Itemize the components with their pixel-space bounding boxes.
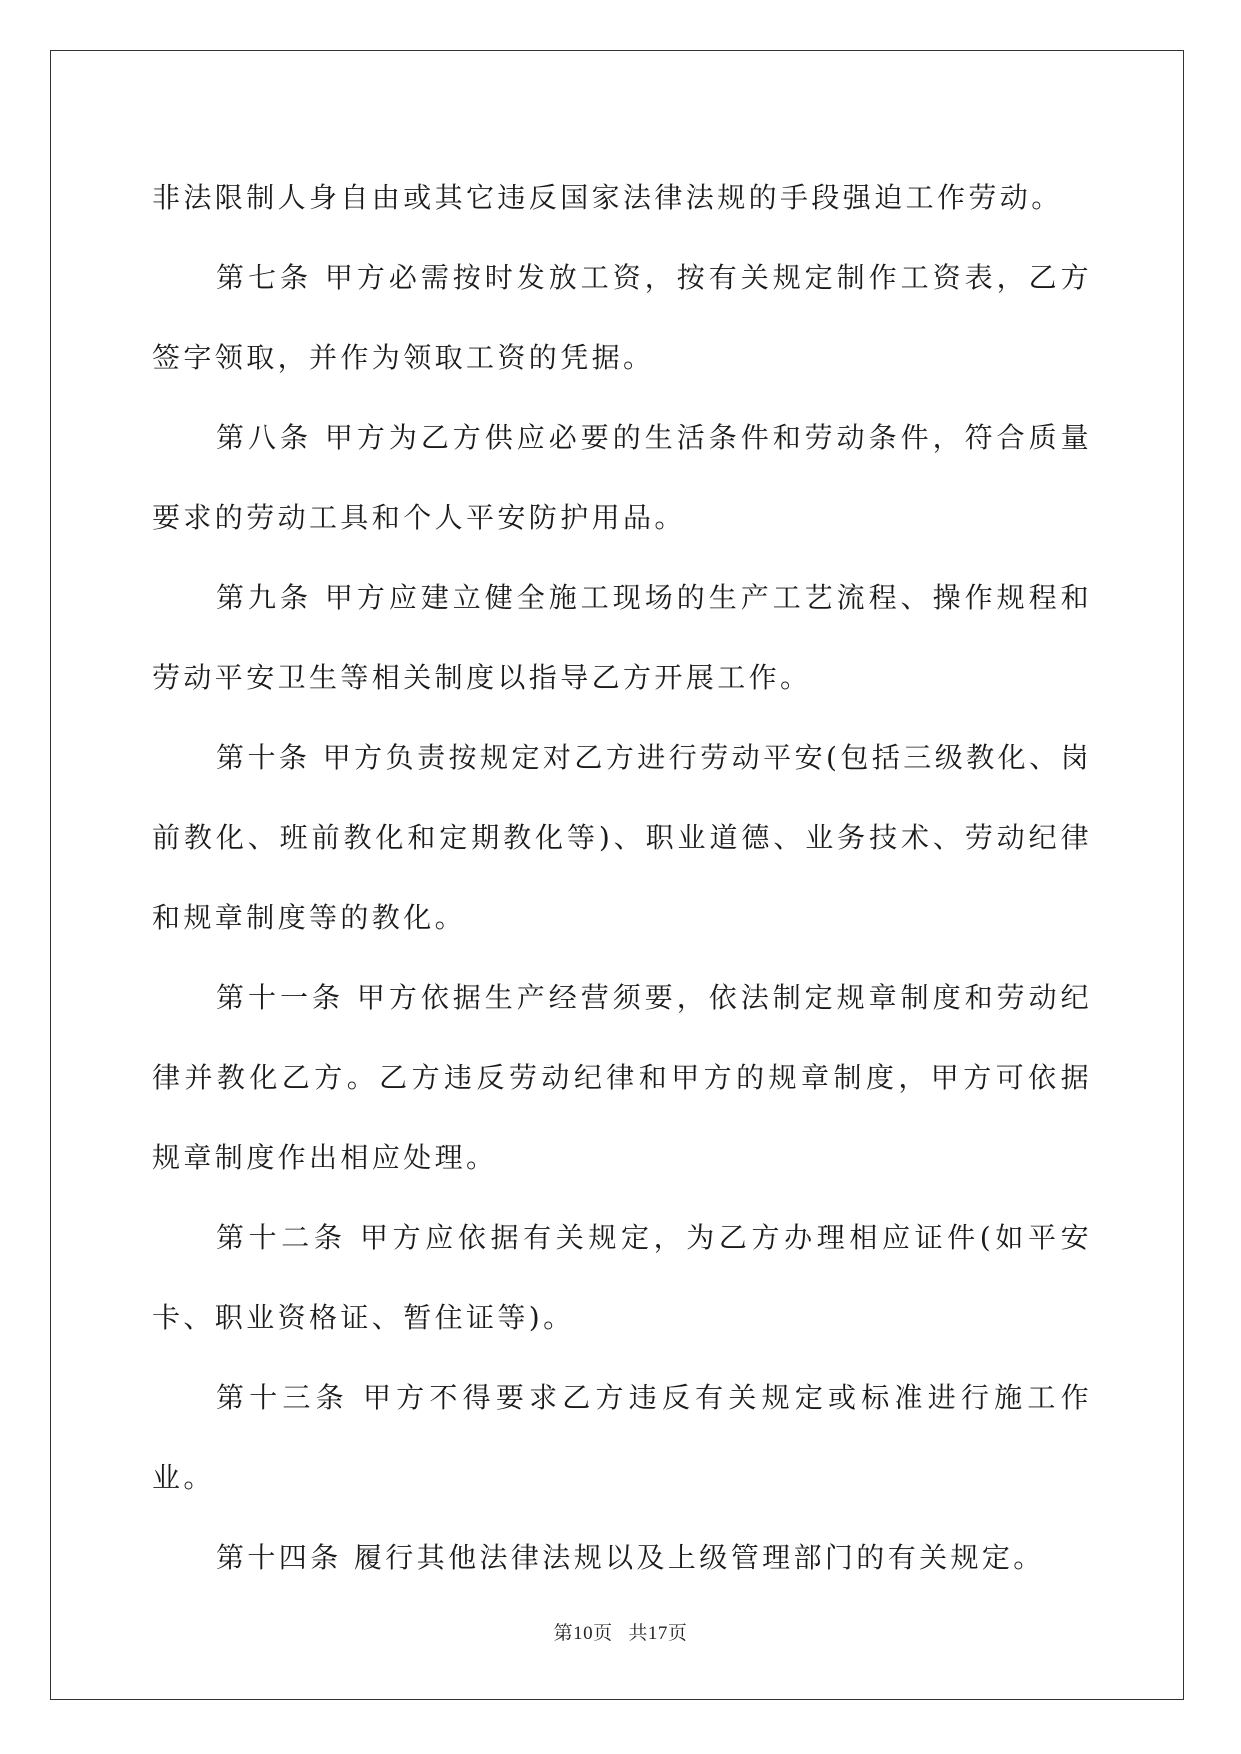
paragraph-article-9: 第九条 甲方应建立健全施工现场的生产工艺流程、操作规程和劳动平安卫生等相关制度以指导乙方开展工作。 [152, 581, 1092, 694]
page-number: 第10页 [553, 1623, 613, 1644]
paragraph-article-10: 第十条 甲方负责按规定对乙方进行劳动平安(包括三级教化、岗前教化、班前教化和定期教化等)、职业道德、业务技术、劳动纪律和规章制度等的教化。 [152, 741, 1092, 934]
paragraph-article-13: 第十三条 甲方不得要求乙方违反有关规定或标准进行施工作业。 [152, 1381, 1092, 1494]
paragraph-article-12: 第十二条 甲方应依据有关规定，为乙方办理相应证件(如平安卡、职业资格证、暂住证等)。 [152, 1221, 1092, 1334]
document-body [152, 158, 1092, 1598]
page-total: 共17页 [628, 1623, 688, 1644]
paragraph-article-8: 第八条 甲方为乙方供应必要的生活条件和劳动条件，符合质量要求的劳动工具和个人平安防护用品。 [152, 421, 1092, 534]
paragraph-continuation: 非法限制人身自由或其它违反国家法律法规的手段强迫工作劳动。 [152, 181, 1063, 214]
page-footer [0, 1618, 1241, 1645]
paragraph-article-7: 第七条 甲方必需按时发放工资，按有关规定制作工资表，乙方签字领取，并作为领取工资的凭据。 [152, 261, 1092, 374]
paragraph-article-11: 第十一条 甲方依据生产经营须要，依法制定规章制度和劳动纪律并教化乙方。乙方违反劳动纪律和甲方的规章制度，甲方可依据规章制度作出相应处理。 [152, 981, 1092, 1174]
paragraph-article-14: 第十四条 履行其他法律法规以及上级管理部门的有关规定。 [216, 1541, 1045, 1574]
